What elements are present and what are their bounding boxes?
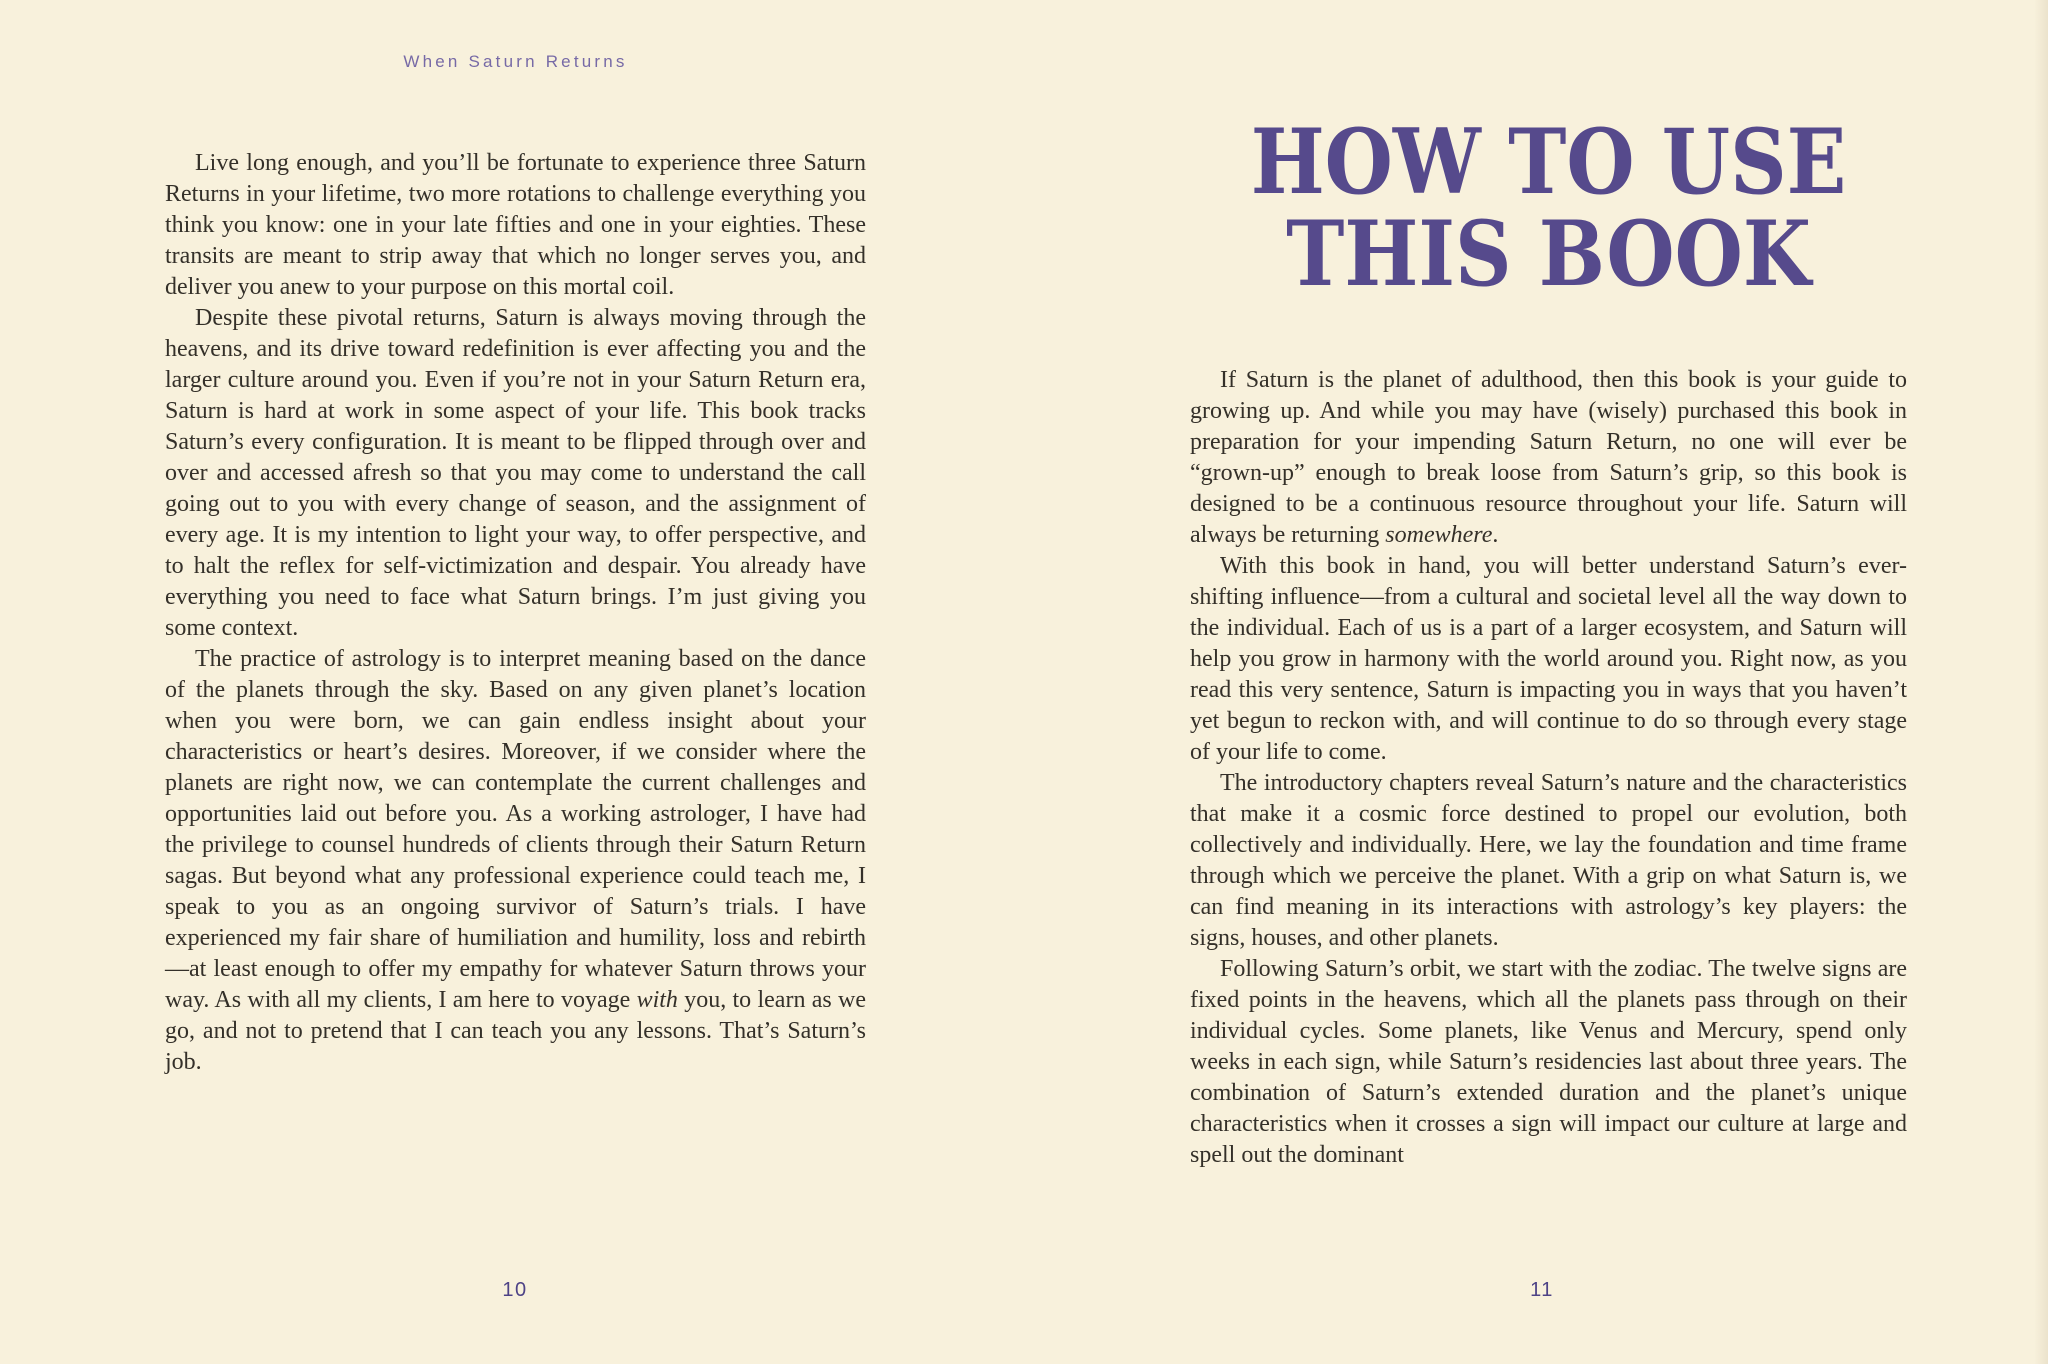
right-page-body: [1190, 365, 1907, 1171]
left-page-body: [165, 148, 866, 1078]
paragraph: [1190, 768, 1907, 954]
text-run: .: [1492, 522, 1499, 548]
right-page: [1024, 0, 2048, 1364]
running-header: When Saturn Returns: [403, 52, 628, 71]
italic-text-run: with: [636, 987, 678, 1013]
italic-text-run: somewhere: [1385, 522, 1493, 548]
text-run: The practice of astrology is to interpret meaning based on the dance of the planets through the sky. Based on any given planet’s location when you were born, we can gain endless insight about your characteristics or heart’s desires. Moreover, if we consider where the planets are right now, we can contemplate the current challenges and opportunities laid out before you. As a working astrologer, I have had the privilege to counsel hundreds of clients through their Saturn Return sagas. But beyond what any professional experience could teach me, I speak to you as an ongoing survivor of Saturn’s trials. I have experienced my fair share of humiliation and humility, loss and rebirth—at least enough to offer my empathy for whatever Saturn throws your way. As with all my clients, I am here to voyage: [165, 646, 866, 1013]
paragraph: [1190, 551, 1907, 768]
page-number-left: 10: [502, 1279, 528, 1301]
paragraph: [1190, 365, 1907, 551]
chapter-title-line-2: THIS BOOK: [1286, 201, 1811, 307]
text-run: With this book in hand, you will better understand Saturn’s ever-shifting influence—from a cultural and societal level all the way down to the individual. Each of us is a part of a larger ecosystem, and Saturn will help you grow in harmony with the world around you. Right now, as you read this very sentence, Saturn is impacting you in ways that you haven’t yet begun to reckon with, and will continue to do so through every stage of your life to come.: [1190, 553, 1907, 765]
text-run: you, to learn as we go, and not to pretend that I can teach you any lessons. That’s Saturn’s job.: [165, 987, 867, 1075]
text-run: The introductory chapters reveal Saturn’s nature and the characteristics that make it a cosmic force destined to propel our evolution, both collectively and individually. Here, we lay the foundation and time frame through which we perceive the planet. With a grip on what Saturn is, we can find meaning in its interactions with astrology’s key players: the signs, houses, and other planets.: [1190, 770, 1907, 951]
paragraph: [165, 303, 866, 644]
text-run: If Saturn is the planet of adulthood, then this book is your guide to growing up. And while you may have (wisely) purchased this book in preparation for your impending Saturn Return, no one will ever be “grown-up” enough to break loose from Saturn’s grip, so this book is designed to be a continuous resource throughout your life. Saturn will always be returning: [1190, 367, 1907, 548]
page-number-right: 11: [1530, 1279, 1554, 1301]
chapter-title-line-1: HOW TO USE: [1250, 109, 1847, 215]
paragraph: [165, 148, 866, 303]
text-run: Following Saturn’s orbit, we start with the zodiac. The twelve signs are fixed points in the heavens, which all the planets pass through on their individual cycles. Some planets, like Venus and Mercury, spend only weeks in each sign, while Saturn’s residencies last about three years. The combination of Saturn’s extended duration and the planet’s unique characteristics when it crosses a sign will impact our culture at large and spell out the dominant: [1190, 956, 1907, 1168]
text-run: Despite these pivotal returns, Saturn is always moving through the heavens, and its drive toward redefinition is ever affecting you and the larger culture around you. Even if you’re not in your Saturn Return era, Saturn is hard at work in some aspect of your life. This book tracks Saturn’s every configuration. It is meant to be flipped through over and over and accessed afresh so that you may come to understand the call going out to you with every change of season, and the assignment of every age. It is my intention to light your way, to offer perspective, and to halt the reflex for self-victimization and despair. You already have everything you need to face what Saturn brings. I’m just giving you some context.: [165, 305, 866, 641]
chapter-title: [1190, 109, 1907, 307]
text-run: Live long enough, and you’ll be fortunate to experience three Saturn Returns in your lifetime, two more rotations to challenge everything you think you know: one in your late fifties and one in your eighties. These transits are meant to strip away that which no longer serves you, and deliver you anew to your purpose on this mortal coil.: [165, 150, 866, 300]
paragraph: [1190, 954, 1907, 1171]
paragraph: [165, 644, 866, 1078]
